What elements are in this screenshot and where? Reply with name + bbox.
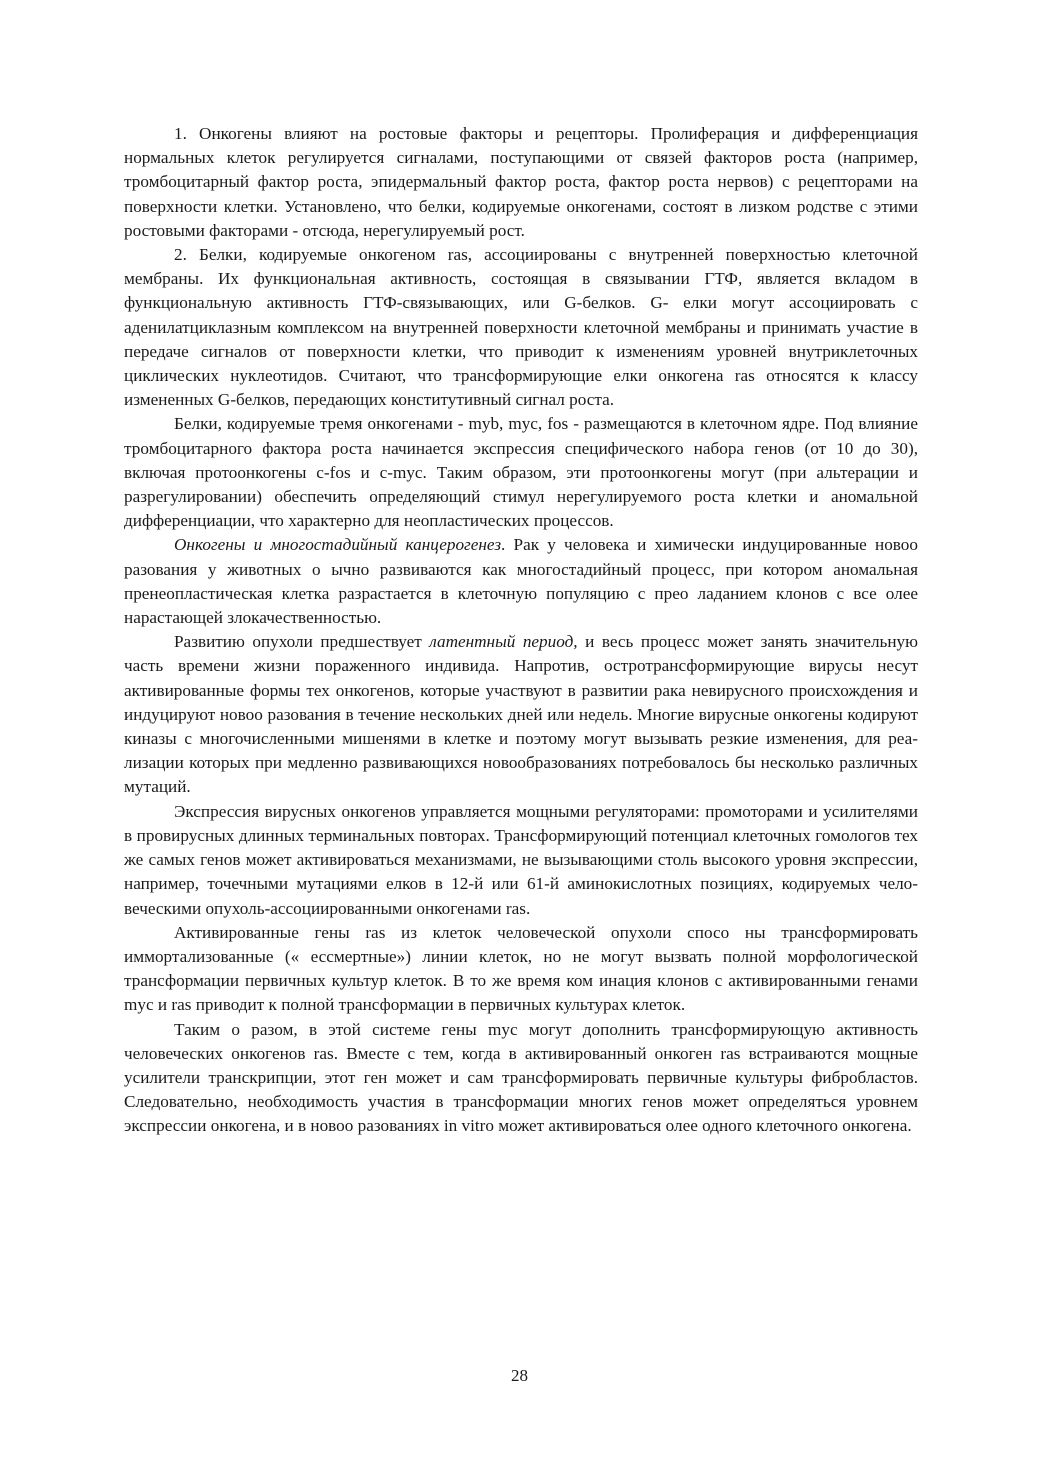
paragraph-text: 2. Белки, кодируемые онкогеном ras, ассоциированы с внутренней поверхностью клеточной мембраны. Их функциональная активность, состоящая в связывании ГТФ, является вкладом в функциональную активность ГТФ-связывающих, или G-белков. G- елки могут ассоциировать с аденилатциклазным комплексом на внутренней поверхности клеточной мембраны и принимать участие в передаче сигналов от поверхности клетки, что приводит к изменениям уровней внутриклеточных циклических нуклеотидов. Считают, что трансформирующие елки онкогена ras относятся к классу измененных G-белков, передающих конститутивный сигнал роста.: [124, 245, 918, 410]
paragraph-4: [124, 533, 918, 630]
paragraph-8: [124, 1018, 918, 1139]
paragraph-text: 1. Онкогены влияют на ростовые факторы и рецепторы. Пролиферация и дифференциация нормальных клеток регулируется сигналами, поступающими от связей факторов роста (например, тромбоцитарный фактор роста, эпидермальный фактор роста, фактор роста нервов) с рецепторами на поверхности клетки. Установлено, что белки, кодируемые онкогенами, состоят в лизком родстве с этими ростовыми факторами - отсюда, нерегулируемый рост.: [124, 124, 918, 240]
paragraph-text: Активированные гены ras из клеток человеческой опухоли спосо ны трансформировать иммортализованные (« ессмертные») линии клеток, но не могут вызвать полной морфологической трансформации первичных культур клеток. В то же время ком инация клонов с активированными генами myc и ras приводит к полной трансформации в первичных культурах клеток.: [124, 922, 918, 1015]
paragraph-1: [124, 122, 918, 243]
paragraph-text: и весь процесс может занять значительную часть времени жизни пораженного индивида. Напротив, остротрансформирующие вирусы несут активированные формы тех онкогенов, которые участвуют в развитии рака невирусного происхождения и индуцируют новоо разования в течение нескольких дней или недель. Многие вирусные онкогены кодируют киназы с многочисленными мишенями в клетке и поэтому могут вызывать резкие изменения, для реализации которых при медленно развивающихся новообразованиях потребовалось бы несколько различных мутаций.: [124, 632, 918, 797]
italic-term: латентный период,: [429, 632, 578, 652]
text-body: [124, 122, 918, 1139]
paragraph-text: Экспрессия вирусных онкогенов управляется мощными регуляторами: промоторами и усилителями в провирусных длинных терминальных повторах. Трансформирующий потенциал клеточных гомологов тех же самых генов может активироваться механизмами, не вызывающими столь высокого уровня экспрессии, например, точечными мутациями елков в 12-й или 61-й аминокислотных позициях, кодируемых человеческими опухоль-ассоциированными онкогенами ras.: [124, 801, 918, 918]
paragraph-text: Белки, кодируемые тремя онкогенами - myb, myc, fos - размещаются в клеточном ядре. Под влияние тромбоцитарного фактора роста начинается экспрессия специфического набора генов (от 10 до 30), включая протоонкогены c-fos и c-myc. Таким образом, эти протоонкогены могут (при альтерации и разрегулировании) обеспечить определяющий стимул нерегулируемого роста клетки и аномальной дифференциации, что характерно для неопластических процессов.: [124, 414, 918, 531]
paragraph-7: [124, 921, 918, 1018]
paragraph-5: [124, 630, 918, 799]
italic-section-heading: Онкогены и многостадийный канцерогенез: [174, 535, 502, 555]
paragraph-text: . Рак у человека и химически индуцированные новоо разования у животных о ычно развиваются как многостадийный процесс, при котором аномальная пренеопластическая клетка разрастается в клеточную популяцию с прео ладанием клонов с все олее нарастающей злокачественностью.: [124, 535, 918, 628]
paragraph-lead-text: Развитию опухоли предшествует: [174, 632, 430, 652]
paragraph-2: [124, 243, 918, 412]
paragraph-6: [124, 800, 918, 921]
page-number: 28: [511, 1366, 528, 1385]
paragraph-3: [124, 412, 918, 533]
paragraph-text: Таким о разом, в этой системе гены myc могут дополнить трансформирующую активность человеческих онкогенов ras. Вместе с тем, когда в активированный онкоген ras встраиваются мощные усилители транскрипции, этот ген может и сам трансформировать первичные культуры фибробластов. Следовательно, необходимость участия в трансформации многих генов может определяться уровнем экспрессии онкогена, и в новоо разованиях in vitro может активироваться олее одного клеточного онкогена.: [124, 1019, 918, 1136]
